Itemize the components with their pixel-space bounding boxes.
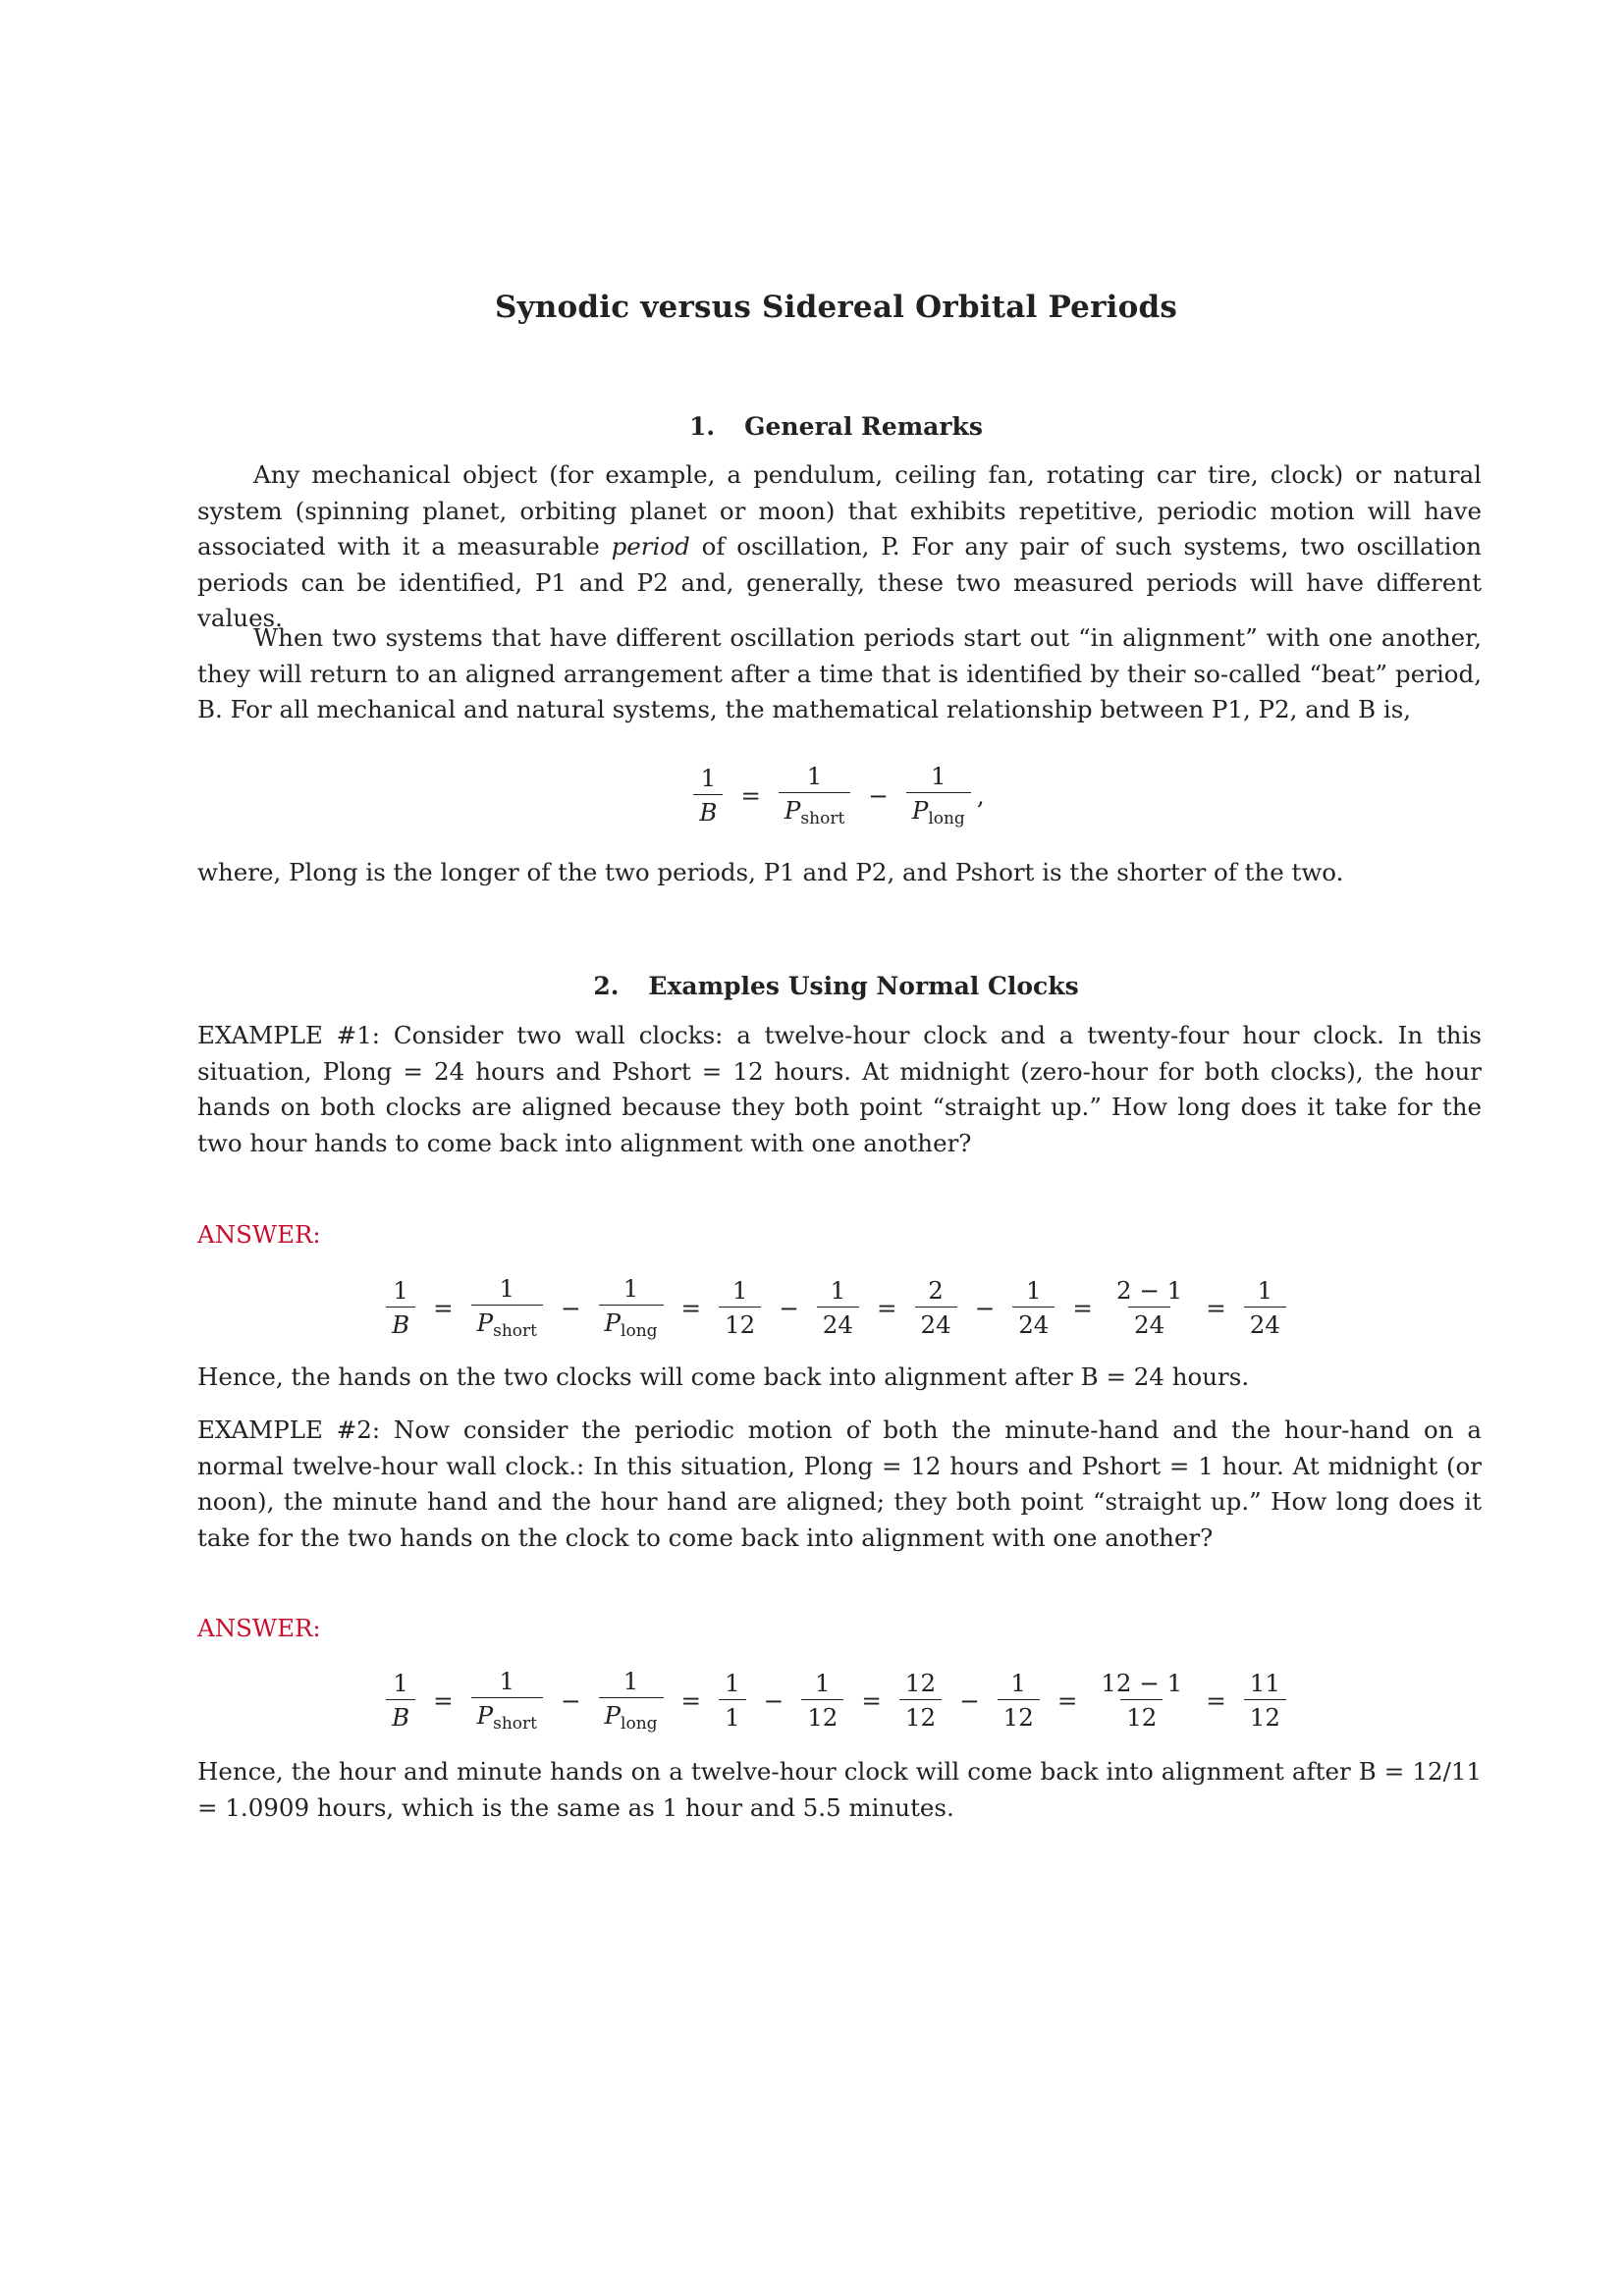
emphasis-period: period xyxy=(611,532,690,561)
section-heading-examples xyxy=(0,972,1623,1000)
answer-label-1: ANSWER: xyxy=(197,1220,321,1249)
paragraph-example-1: EXAMPLE #1: Consider two wall clocks: a twelve-hour clock and a twenty-four hour clock. In this situation, Plong = 24 hours and Pshort = 12 hours. At midnight (zero-hour for both clocks), the hour hands on both clocks are aligned because they both point “straight up.” How long does it take for the two hour hands to come back into alignment with one another? xyxy=(197,1021,1482,1157)
paragraph-general-2: When two systems that have different oscillation periods start out “in alignment” with one another, they will return to an aligned arrangement after a time that is identified by their so-called “beat” period, B. For all mechanical and natural systems, the mathematical relationship between P1, P2, and B is, xyxy=(197,623,1482,723)
section-heading-general-remarks xyxy=(0,412,1623,441)
fraction: $\frac{1}{P_{short}}$ xyxy=(779,762,850,828)
paragraph-result-2: Hence, the hour and minute hands on a twelve-hour clock will come back into alignment after B = 12/11 = 1.0909 hours, which is the same as 1 hour and 5.5 minutes. xyxy=(197,1757,1482,1822)
section-title: Examples Using Normal Clocks xyxy=(648,972,1079,1000)
beat-period-equation: $\frac{1}{B}$ = $\frac{1}{P_{short}}$ − $\frac{1}{P_{long}}$ , xyxy=(0,762,1623,828)
document-title: Synodic versus Sidereal Orbital Periods xyxy=(495,290,1177,325)
paragraph-where: where, Plong is the longer of the two periods, P1 and P2, and Pshort is the shorter of the two. xyxy=(197,858,1344,886)
paragraph-example-2: EXAMPLE #2: Now consider the periodic motion of both the minute-hand and the hour-hand on a normal twelve-hour wall clock.: In this situation, Plong = 12 hours and Pshort = 1 hour. At midnight (or noon), the minute hand and the hour hand are aligned; they both point “straight up.” How long does it take for the two hands on the clock to come back into alignment with one another? xyxy=(197,1415,1482,1552)
example-1-equation: $\frac{1}{B}$ = $\frac{1}{P_{short}}$ − $\frac{1}{P_{long}}$ = $\frac{1}{12}$ − $\frac{1}{24}$ = $\frac{2}{24}$ − $\frac{1}{24}$ = $\frac{2 - 1}{24}$ = $\frac{1}{24}$ xyxy=(0,1274,1623,1341)
paragraph-general-1: Any mechanical object (for example, a pendulum, ceiling fan, rotating car tire, clock) or natural system (spinning planet, orbiting planet or moon) that exhibits repetitive, periodic motion will have associated with it a measurable period of oscillation, P. For any pair of such systems, two oscillation periods can be identified, P1 and P2 and, generally, these two measured periods will have different values. xyxy=(197,460,1482,632)
example-2-equation: $\frac{1}{B}$ = $\frac{1}{P_{short}}$ − $\frac{1}{P_{long}}$ = $\frac{1}{1}$ − $\frac{1}{12}$ = $\frac{12}{12}$ − $\frac{1}{12}$ = $\frac{12 - 1}{12}$ = $\frac{11}{12}$ xyxy=(0,1667,1623,1734)
paragraph-result-1: Hence, the hands on the two clocks will come back into alignment after B = 24 hours. xyxy=(197,1362,1250,1391)
fraction: $\frac{1}{P_{long}}$ xyxy=(906,762,971,828)
answer-label-2: ANSWER: xyxy=(197,1614,321,1642)
fraction: $\frac{1}{B}$ xyxy=(693,764,723,827)
section-number: 1. xyxy=(689,412,716,441)
section-number: 2. xyxy=(593,972,620,1000)
section-title: General Remarks xyxy=(744,412,983,441)
